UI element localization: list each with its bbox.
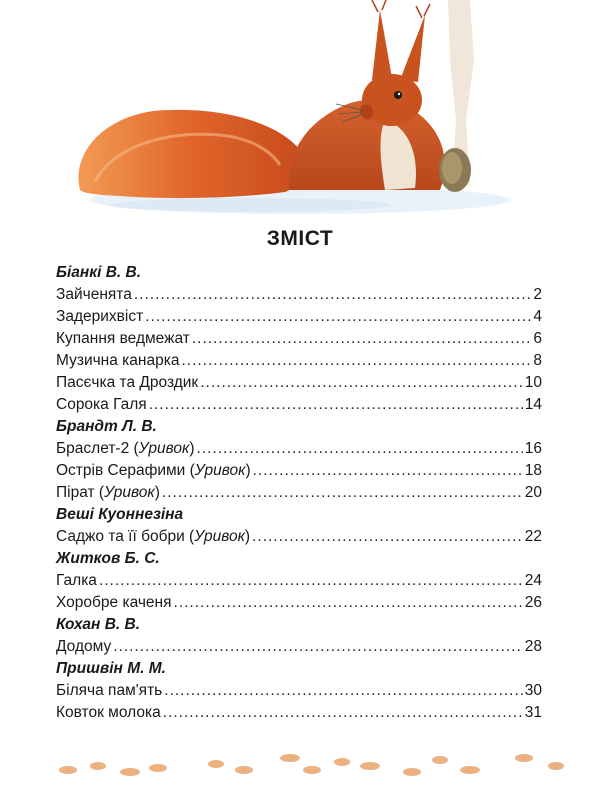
toc-entry[interactable]: Пасєчка та Дроздик ..... 10 [56,372,542,394]
page-number: 30 [524,682,542,699]
page-number: 24 [524,572,542,589]
toc-entry[interactable]: Острів Серафими (Уривок) ..... 18 [56,460,542,482]
toc-entry[interactable]: Музична канарка ..... 8 [56,350,542,372]
page-number: 20 [524,484,542,501]
toc-entry[interactable]: Додому ..... 28 [56,636,542,658]
author-heading: Веші Куоннезіна [56,506,184,523]
page-number: 26 [524,594,542,611]
author-heading: Кохан В. В. [56,616,141,633]
table-of-contents [56,262,542,724]
squirrel-ear-left [372,10,392,80]
page-number: 6 [533,330,542,347]
toc-entry[interactable]: Задерихвіст ..... 4 [56,306,542,328]
author-heading: Житков Б. С. [56,550,160,567]
author-heading: Пришвін М. М. [56,660,166,677]
page-number: 8 [533,352,542,369]
page-number: 10 [524,374,542,391]
toc-entry[interactable]: Біляча пам'ять ..... 30 [56,680,542,702]
page-number: 28 [524,638,542,655]
footprints-decoration [0,744,600,792]
author-heading: Брандт Л. В. [56,418,157,435]
toc-entry[interactable]: Хоробре каченя ..... 26 [56,592,542,614]
toc-entry[interactable]: Ковток молока ..... 31 [56,702,542,724]
page-number: 14 [524,396,542,413]
toc-entry[interactable]: Купання ведмежат ..... 6 [56,328,542,350]
page-number: 2 [533,286,542,303]
page-title: ЗМІСТ [266,227,334,250]
squirrel-eye [394,91,402,99]
page-number: 31 [524,704,542,721]
squirrel-ear-right [400,15,425,82]
page-number: 16 [524,440,542,457]
toc-entry[interactable]: Пірат (Уривок) ..... 20 [56,482,542,504]
squirrel-illustration [0,0,600,225]
author-heading: Біанкі В. В. [56,264,142,281]
toc-entry[interactable]: Саджо та її бобри (Уривок) ..... 22 [56,526,542,548]
toc-entry[interactable]: Сорока Галя ..... 14 [56,394,542,416]
toc-entry[interactable]: Галка ..... 24 [56,570,542,592]
page-number: 22 [524,528,542,545]
toc-entry[interactable]: Зайченята ..... 2 [56,284,542,306]
toc-entry[interactable]: Браслет-2 (Уривок) ..... 16 [56,438,542,460]
page-number: 4 [533,308,542,325]
page-number: 18 [524,462,542,479]
